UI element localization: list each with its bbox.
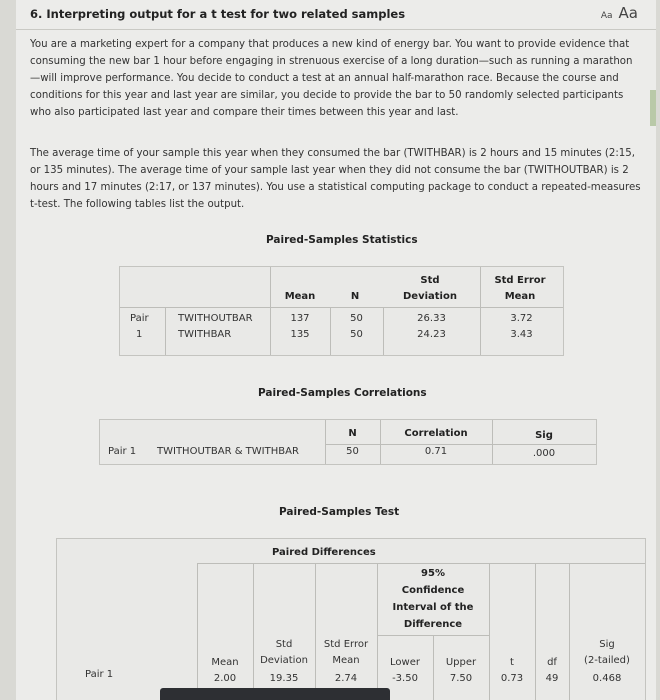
stats-pair-label-2: 1 <box>136 329 143 340</box>
test-row-lower: -3.50 <box>392 673 418 684</box>
test-ci-header-1: 95% <box>421 568 445 579</box>
stats-header-std-2: Deviation <box>403 291 457 302</box>
corr-header-correlation: Correlation <box>404 428 468 439</box>
stats-table <box>119 266 564 356</box>
question-page <box>16 0 656 700</box>
stats-table-title: Paired-Samples Statistics <box>266 234 418 246</box>
stats-pair-label-1: Pair <box>130 313 149 324</box>
test-row-df: 49 <box>545 673 559 684</box>
test-row-mean: 2.00 <box>213 673 237 684</box>
corr-row-n: 50 <box>346 446 359 457</box>
stats-row-se: 3.43 <box>510 329 533 340</box>
corr-row-correlation: 0.71 <box>424 446 448 457</box>
test-row-upper: 7.50 <box>449 673 473 684</box>
stats-row-se: 3.72 <box>510 313 533 324</box>
scrollbar-thumb[interactable] <box>650 90 656 126</box>
corr-row-sig: .000 <box>532 448 556 459</box>
corr-row-pair: Pair 1 <box>108 446 137 457</box>
stats-row-std: 26.33 <box>417 313 446 324</box>
corr-table <box>99 419 597 465</box>
test-header-upper: Upper <box>445 657 477 668</box>
test-header-std-1: Std <box>275 639 293 650</box>
question-title: 6. Interpreting output for a t test for two related samples <box>30 7 406 21</box>
stats-header-n: N <box>350 291 360 302</box>
increase-font-button[interactable]: Aa <box>618 4 638 22</box>
test-header-lower: Lower <box>390 657 420 668</box>
test-row-std: 19.35 <box>269 673 299 684</box>
test-header-std-2: Deviation <box>260 655 308 666</box>
stats-header-mean: Mean <box>284 291 316 302</box>
test-ci-header-4: Difference <box>403 619 463 630</box>
stats-row-std: 24.23 <box>417 329 446 340</box>
test-group-header: Paired Differences <box>272 547 376 558</box>
test-row-se: 2.74 <box>334 673 358 684</box>
corr-header-n: N <box>348 428 357 439</box>
stats-header-se-2: Mean <box>504 291 536 302</box>
test-ci-header-2: Confidence <box>401 585 465 596</box>
stats-header-std-1: Std <box>420 275 440 286</box>
test-header-se-2: Mean <box>332 655 360 666</box>
stats-row-mean: 137 <box>290 313 310 324</box>
stats-row-mean: 135 <box>290 329 310 340</box>
test-header-sig-1: Sig <box>599 639 615 650</box>
test-header-df: df <box>547 657 557 668</box>
corr-table-title: Paired-Samples Correlations <box>258 387 427 399</box>
test-header-se-1: Std Error <box>323 639 369 650</box>
stats-row-name: TWITHBAR <box>178 329 232 340</box>
stats-row-name: TWITHOUTBAR <box>178 313 253 324</box>
test-header-mean: Mean <box>211 657 239 668</box>
test-header-sig-2: (2-tailed) <box>584 655 630 666</box>
test-table-title: Paired-Samples Test <box>279 506 400 518</box>
test-ci-header-3: Interval of the <box>392 602 474 613</box>
stats-header-se-1: Std Error <box>494 275 546 286</box>
stats-row-n: 50 <box>350 313 363 324</box>
question-header <box>16 0 656 30</box>
test-row-t: 0.73 <box>500 673 524 684</box>
font-size-controls <box>601 4 638 22</box>
test-header-t: t <box>510 657 514 668</box>
corr-header-sig: Sig <box>535 430 553 441</box>
stats-row-n: 50 <box>350 329 363 340</box>
bottom-toolbar <box>160 688 390 700</box>
scenario-paragraph: You are a marketing expert for a company that produces a new kind of energy bar. You want to provide evidence that consuming the new bar 1 hour before engaging in strenuous exercise of a long duration—such as running a marathon—will improve performance. You decide to conduct a test at an annual half-marathon race. Because the course and conditions for this year and last year are similar, you decide to provide the bar to 50 randomly selected participants who also participated last year and compare their times between this year and last. <box>30 39 633 118</box>
decrease-font-button[interactable]: Aa <box>600 11 613 21</box>
corr-row-name: TWITHOUTBAR & TWITHBAR <box>157 446 299 457</box>
test-row-pair: Pair 1 <box>85 669 114 680</box>
test-table <box>56 538 646 700</box>
summary-paragraph: The average time of your sample this year when they consumed the bar (TWITHBAR) is 2 hours and 15 minutes (2:15, or 135 minutes). The average time of your sample last year when they did not consume the bar (TWITHOUTBAR) is 2 hours and 17 minutes (2:17, or 137 minutes). You use a statistical computing package to conduct a repeated-measures t-test. The following tables list the output. <box>30 148 641 210</box>
test-row-sig: 0.468 <box>592 673 622 684</box>
